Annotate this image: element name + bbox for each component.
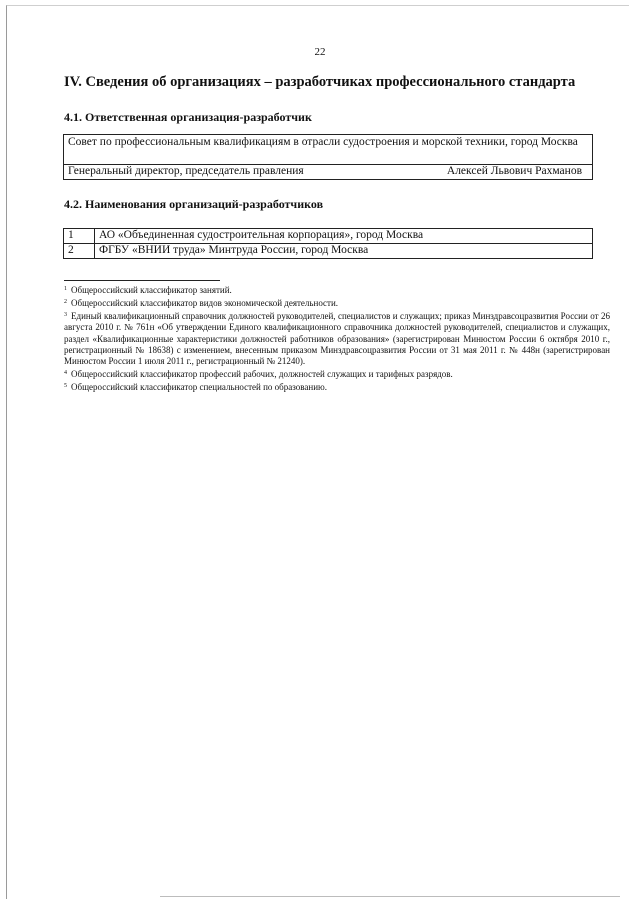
footnote-mark: 5 [64,383,67,390]
footnote [64,285,610,296]
footnotes [64,285,610,395]
responsible-org-head-row [64,165,593,180]
responsible-org-name: Совет по профессиональным квалификациям в отрасли судостроения и морской техники, город Москва [64,135,593,165]
footnote [64,369,610,380]
footnote-text: Общероссийский классификатор специальностей по образованию. [71,382,327,393]
developer-num: 2 [64,244,95,259]
table-row [64,229,593,244]
footnote-mark: 2 [64,298,67,305]
developer-name: АО «Объединенная судостроительная корпорация», город Москва [95,229,593,244]
footnote [64,311,610,368]
head-position: Генеральный директор, председатель правления [68,165,304,177]
responsible-org-heading: 4.1. Ответственная организация-разработчик [64,110,312,124]
footnote-text: Общероссийский классификатор видов экономической деятельности. [71,297,339,308]
head-person: Алексей Львович Рахманов [446,165,582,177]
footnote [64,382,610,393]
page-bottom-line [160,896,620,897]
footnote-mark: 1 [64,286,67,292]
footnote-mark: 4 [64,370,67,377]
developer-orgs-heading: 4.2. Наименования организаций-разработчиков [64,197,324,211]
page-number: 22 [314,46,326,58]
footnote-text: Общероссийский классификатор профессий рабочих, должностей служащих и тарифных разрядов. [71,369,453,380]
footnote-mark: 3 [64,311,67,318]
footnote [64,298,610,309]
section-title: IV. Сведения об организациях – разработчиках профессионального стандарта [64,74,576,90]
developer-name: ФГБУ «ВНИИ труда» Минтруда России, город Москва [95,244,593,259]
footnote-text: Общероссийский классификатор занятий. [71,285,232,295]
developer-num: 1 [64,229,95,244]
table-row [64,244,593,259]
developer-orgs-table [63,228,593,259]
footnote-separator [64,280,220,281]
footnote-text: Единый квалификационный справочник должностей руководителей, специалистов и служащих; приказ Минздравсоцразвития России от 26 августа 2010 г. № 761н «Об утверждении Единого квалификационного справочника должностей руководителей, специалистов и служащих, раздел «Квалификационные характеристики должностей работников образования» (зарегистрирован Минюстом России 6 октября 2010 г., регистрационный № 18638) с изменением, внесенным приказом Минздравсоцразвития России от 31 мая 2011 г. № 448н (зарегистрирован Минюстом России 1 июля 2011 г., регистрационный № 21240). [64,310,610,367]
responsible-org-table [63,134,593,180]
